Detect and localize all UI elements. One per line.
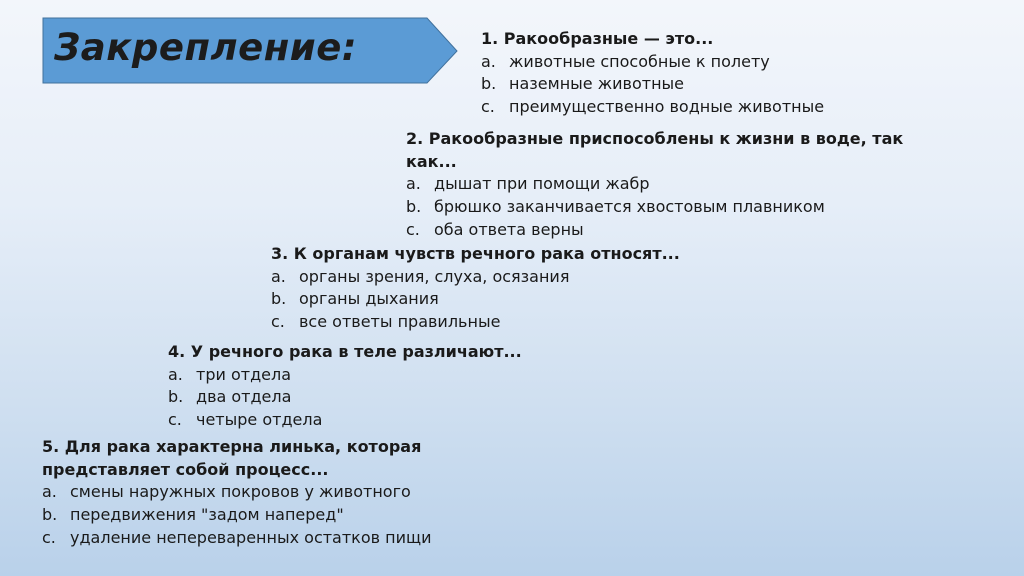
question-5 <box>42 436 512 550</box>
question-1 <box>481 28 1001 119</box>
option-a: a. смены наружных покровов у животного <box>42 482 411 502</box>
question-text: 5. Для рака характерна линька, которая представляет собой процесс... <box>42 437 422 479</box>
question-3 <box>271 243 871 334</box>
question-text: 4. У речного рака в теле различают... <box>168 342 522 361</box>
option-c: c. удаление непереваренных остатков пищи <box>42 527 432 547</box>
option-b: b. органы дыхания <box>271 289 439 309</box>
question-text: 3. К органам чувств речного рака относят... <box>271 244 680 263</box>
option-c: c. оба ответа верны <box>406 219 584 239</box>
option-b: b. брюшко заканчивается хвостовым плавником <box>406 197 825 217</box>
title-banner <box>42 17 458 83</box>
question-text: 1. Ракообразные — это... <box>481 29 714 48</box>
option-b: b. два отдела <box>168 387 292 407</box>
option-c: c. четыре отдела <box>168 410 323 430</box>
option-c: c. преимущественно водные животные <box>481 97 825 117</box>
slide-title: Закрепление: <box>54 26 358 69</box>
option-a: a. животные способные к полету <box>481 51 770 71</box>
option-b: b. передвижения "задом наперед" <box>42 505 344 525</box>
option-a: a. органы зрения, слуха, осязания <box>271 266 570 286</box>
option-c: c. все ответы правильные <box>271 312 501 332</box>
question-text: 2. Ракообразные приспособлены к жизни в воде, так как... <box>406 129 904 171</box>
question-2 <box>406 128 906 242</box>
option-a: a. три отдела <box>168 364 292 384</box>
question-4 <box>168 341 768 432</box>
option-a: a. дышат при помощи жабр <box>406 174 650 194</box>
option-b: b. наземные животные <box>481 74 684 94</box>
